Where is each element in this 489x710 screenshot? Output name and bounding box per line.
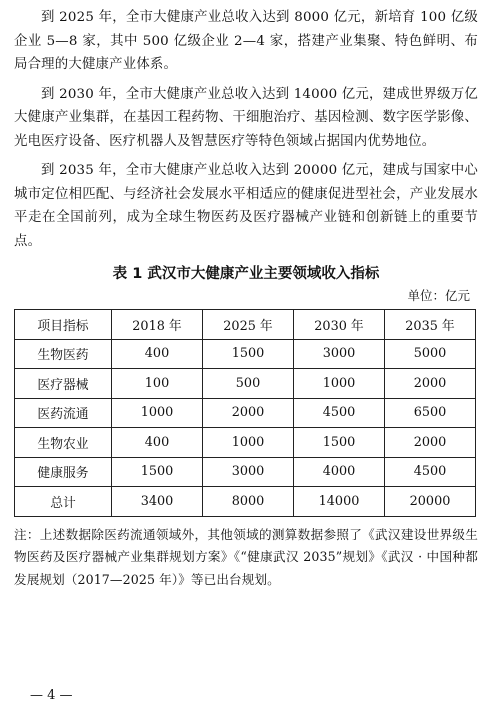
header-cell-2025: 2025 年 bbox=[203, 310, 294, 340]
table-cell: 1500 bbox=[203, 339, 294, 369]
table-cell: 4500 bbox=[385, 457, 476, 487]
paragraph-2025-goal: 到 2025 年，全市大健康产业总收入达到 8000 亿元，新培育 100 亿级企业 5—8 家，其中 500 亿级企业 2—4 家，搭建产业集聚、特色鲜明、布局合理的大健康产业体系。 bbox=[14, 10, 478, 72]
table-cell: 6500 bbox=[385, 398, 476, 428]
row-label: 健康服务 bbox=[15, 457, 112, 487]
table-unit: 单位：亿元 bbox=[407, 288, 470, 303]
table-cell: 3400 bbox=[112, 487, 203, 517]
table-cell: 1000 bbox=[112, 398, 203, 428]
table-cell: 2000 bbox=[385, 428, 476, 458]
table-row bbox=[15, 339, 476, 369]
table-cell: 5000 bbox=[385, 339, 476, 369]
document-page bbox=[14, 6, 478, 591]
table-cell: 1000 bbox=[203, 428, 294, 458]
header-cell-2018: 2018 年 bbox=[112, 310, 203, 340]
paragraph-2030-goal: 到 2030 年，全市大健康产业总收入达到 14000 亿元，建成世界级万亿大健康产业集群，在基因工程药物、干细胞治疗、基因检测、数字医学影像、光电医疗设备、医疗机器人及智慧医疗等特色领域占据国内优势地位。 bbox=[14, 86, 478, 149]
table-cell: 1500 bbox=[294, 428, 385, 458]
table-title: 表 1 武汉市大健康产业主要领域收入指标 bbox=[112, 266, 380, 282]
row-label: 医疗器械 bbox=[15, 369, 112, 399]
table-cell: 2000 bbox=[385, 369, 476, 399]
table-header-row bbox=[15, 310, 476, 340]
header-cell-2030: 2030 年 bbox=[294, 310, 385, 340]
header-cell-2035: 2035 年 bbox=[385, 310, 476, 340]
table-row bbox=[15, 428, 476, 458]
row-label: 生物医药 bbox=[15, 339, 112, 369]
table-note: 注：上述数据除医药流通领域外，其他领域的测算数据参照了《武汉建设世界级生物医药及医疗器械产业集群规划方案》《“健康武汉 2035”规划》《武汉 · 中国种都发展规划（2017—2025 年）》等已出台规划。 bbox=[14, 526, 478, 587]
table-cell: 400 bbox=[112, 428, 203, 458]
row-label: 生物农业 bbox=[15, 428, 112, 458]
header-cell-item: 项目指标 bbox=[15, 310, 112, 340]
table-cell: 2000 bbox=[203, 398, 294, 428]
table-cell: 4000 bbox=[294, 457, 385, 487]
table-cell: 3000 bbox=[203, 457, 294, 487]
table-cell: 500 bbox=[203, 369, 294, 399]
table-row bbox=[15, 369, 476, 399]
revenue-table bbox=[14, 309, 476, 517]
table-row-total bbox=[15, 487, 476, 517]
table-row bbox=[15, 398, 476, 428]
table-cell: 1500 bbox=[112, 457, 203, 487]
table-cell: 400 bbox=[112, 339, 203, 369]
table-row bbox=[15, 457, 476, 487]
table-cell: 14000 bbox=[294, 487, 385, 517]
table-cell: 3000 bbox=[294, 339, 385, 369]
table-cell: 4500 bbox=[294, 398, 385, 428]
table-cell: 100 bbox=[112, 369, 203, 399]
row-label: 医药流通 bbox=[15, 398, 112, 428]
table-cell: 20000 bbox=[385, 487, 476, 517]
table-cell: 8000 bbox=[203, 487, 294, 517]
page-number: — 4 — bbox=[30, 688, 73, 703]
row-label: 总计 bbox=[15, 487, 112, 517]
table-cell: 1000 bbox=[294, 369, 385, 399]
paragraph-2035-goal: 到 2035 年，全市大健康产业总收入达到 20000 亿元，建成与国家中心城市定位相匹配、与经济社会发展水平相适应的健康促进型社会，产业发展水平走在全国前列，成为全球生物医药及医疗器械产业链和创新链上的重要节点。 bbox=[14, 163, 478, 249]
